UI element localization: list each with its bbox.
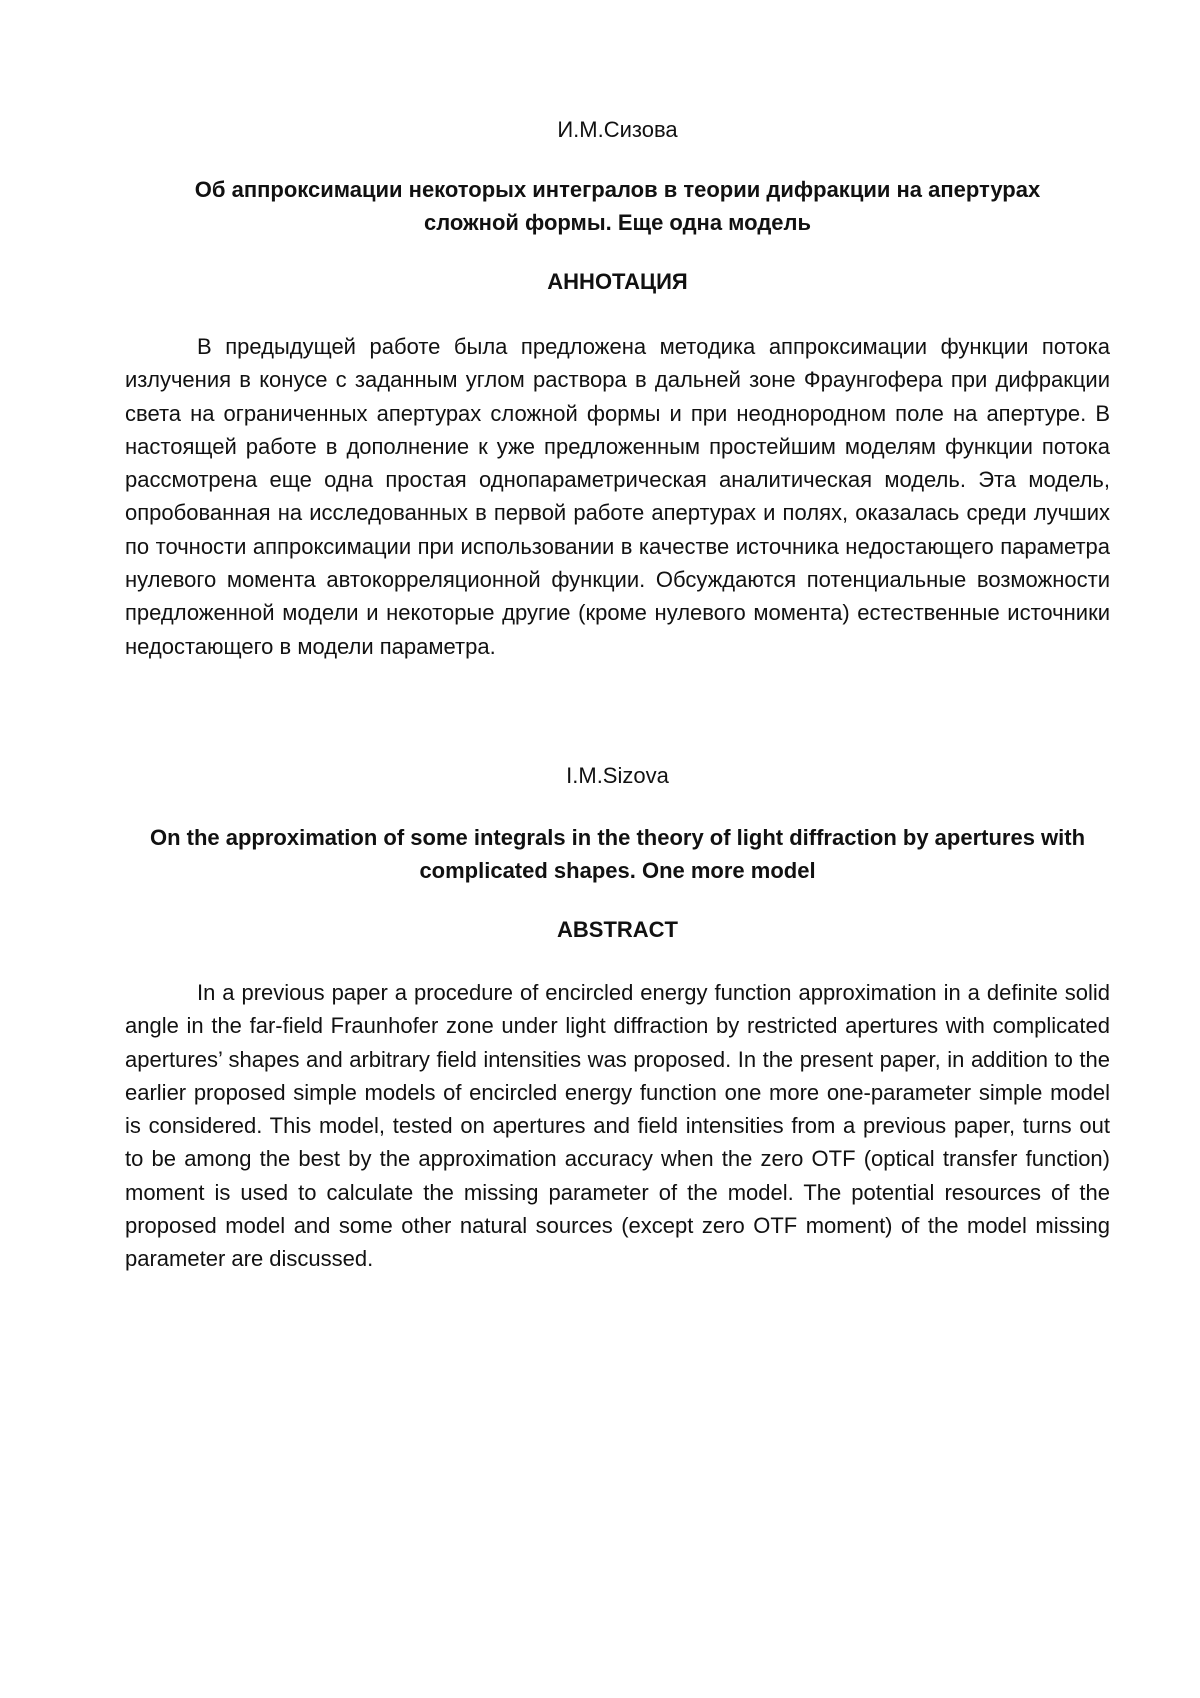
russian-author: И.М.Сизова	[557, 117, 678, 142]
russian-title: Об аппроксимации некоторых интегралов в теории дифракции на апертурах сложной формы. Еще одна модель	[194, 177, 1041, 235]
english-abstract-body: In a previous paper a procedure of encircled energy function approximation in a definite solid angle in the far-field Fraunhofer zone under light diffraction by restricted apertures with complicated apertures’ shapes and arbitrary field intensities was proposed. In the present paper, in addition to the earlier proposed simple models of encircled energy function one more one-parameter simple model is considered. This model, tested on apertures and field intensities from a previous paper, turns out to be among the best by the approximation accuracy when the zero OTF (optical transfer function) moment is used to calculate the missing parameter of the model. The potential resources of the proposed model and some other natural sources (except zero OTF moment) of the model missing parameter are discussed.	[125, 980, 1110, 1272]
english-abstract-heading: ABSTRACT	[557, 917, 678, 942]
english-title: On the approximation of some integrals in the theory of light diffraction by apertures with complicated shapes. One more model	[149, 825, 1086, 883]
russian-abstract-heading: АННОТАЦИЯ	[547, 269, 688, 294]
english-author: I.M.Sizova	[566, 763, 669, 788]
russian-abstract-body: В предыдущей работе была предложена методика аппроксимации функции потока излучения в конусе с заданным углом раствора в дальней зоне Фраунгофера при дифракции света на ограниченных апертурах сложной формы и при неоднородном поле на апертуре. В настоящей работе в дополнение к уже предложенным простейшим моделям функции потока рассмотрена еще одна простая однопараметрическая аналитическая модель. Эта модель, опробованная на исследованных в первой работе апертурах и полях, оказалась среди лучших по точности аппроксимации при использовании в качестве источника недостающего параметра нулевого момента автокорреляционной функции. Обсуждаются потенциальные возможности предложенной модели и некоторые другие (кроме нулевого момента) естественные источники недостающего в модели параметра.	[125, 334, 1110, 659]
